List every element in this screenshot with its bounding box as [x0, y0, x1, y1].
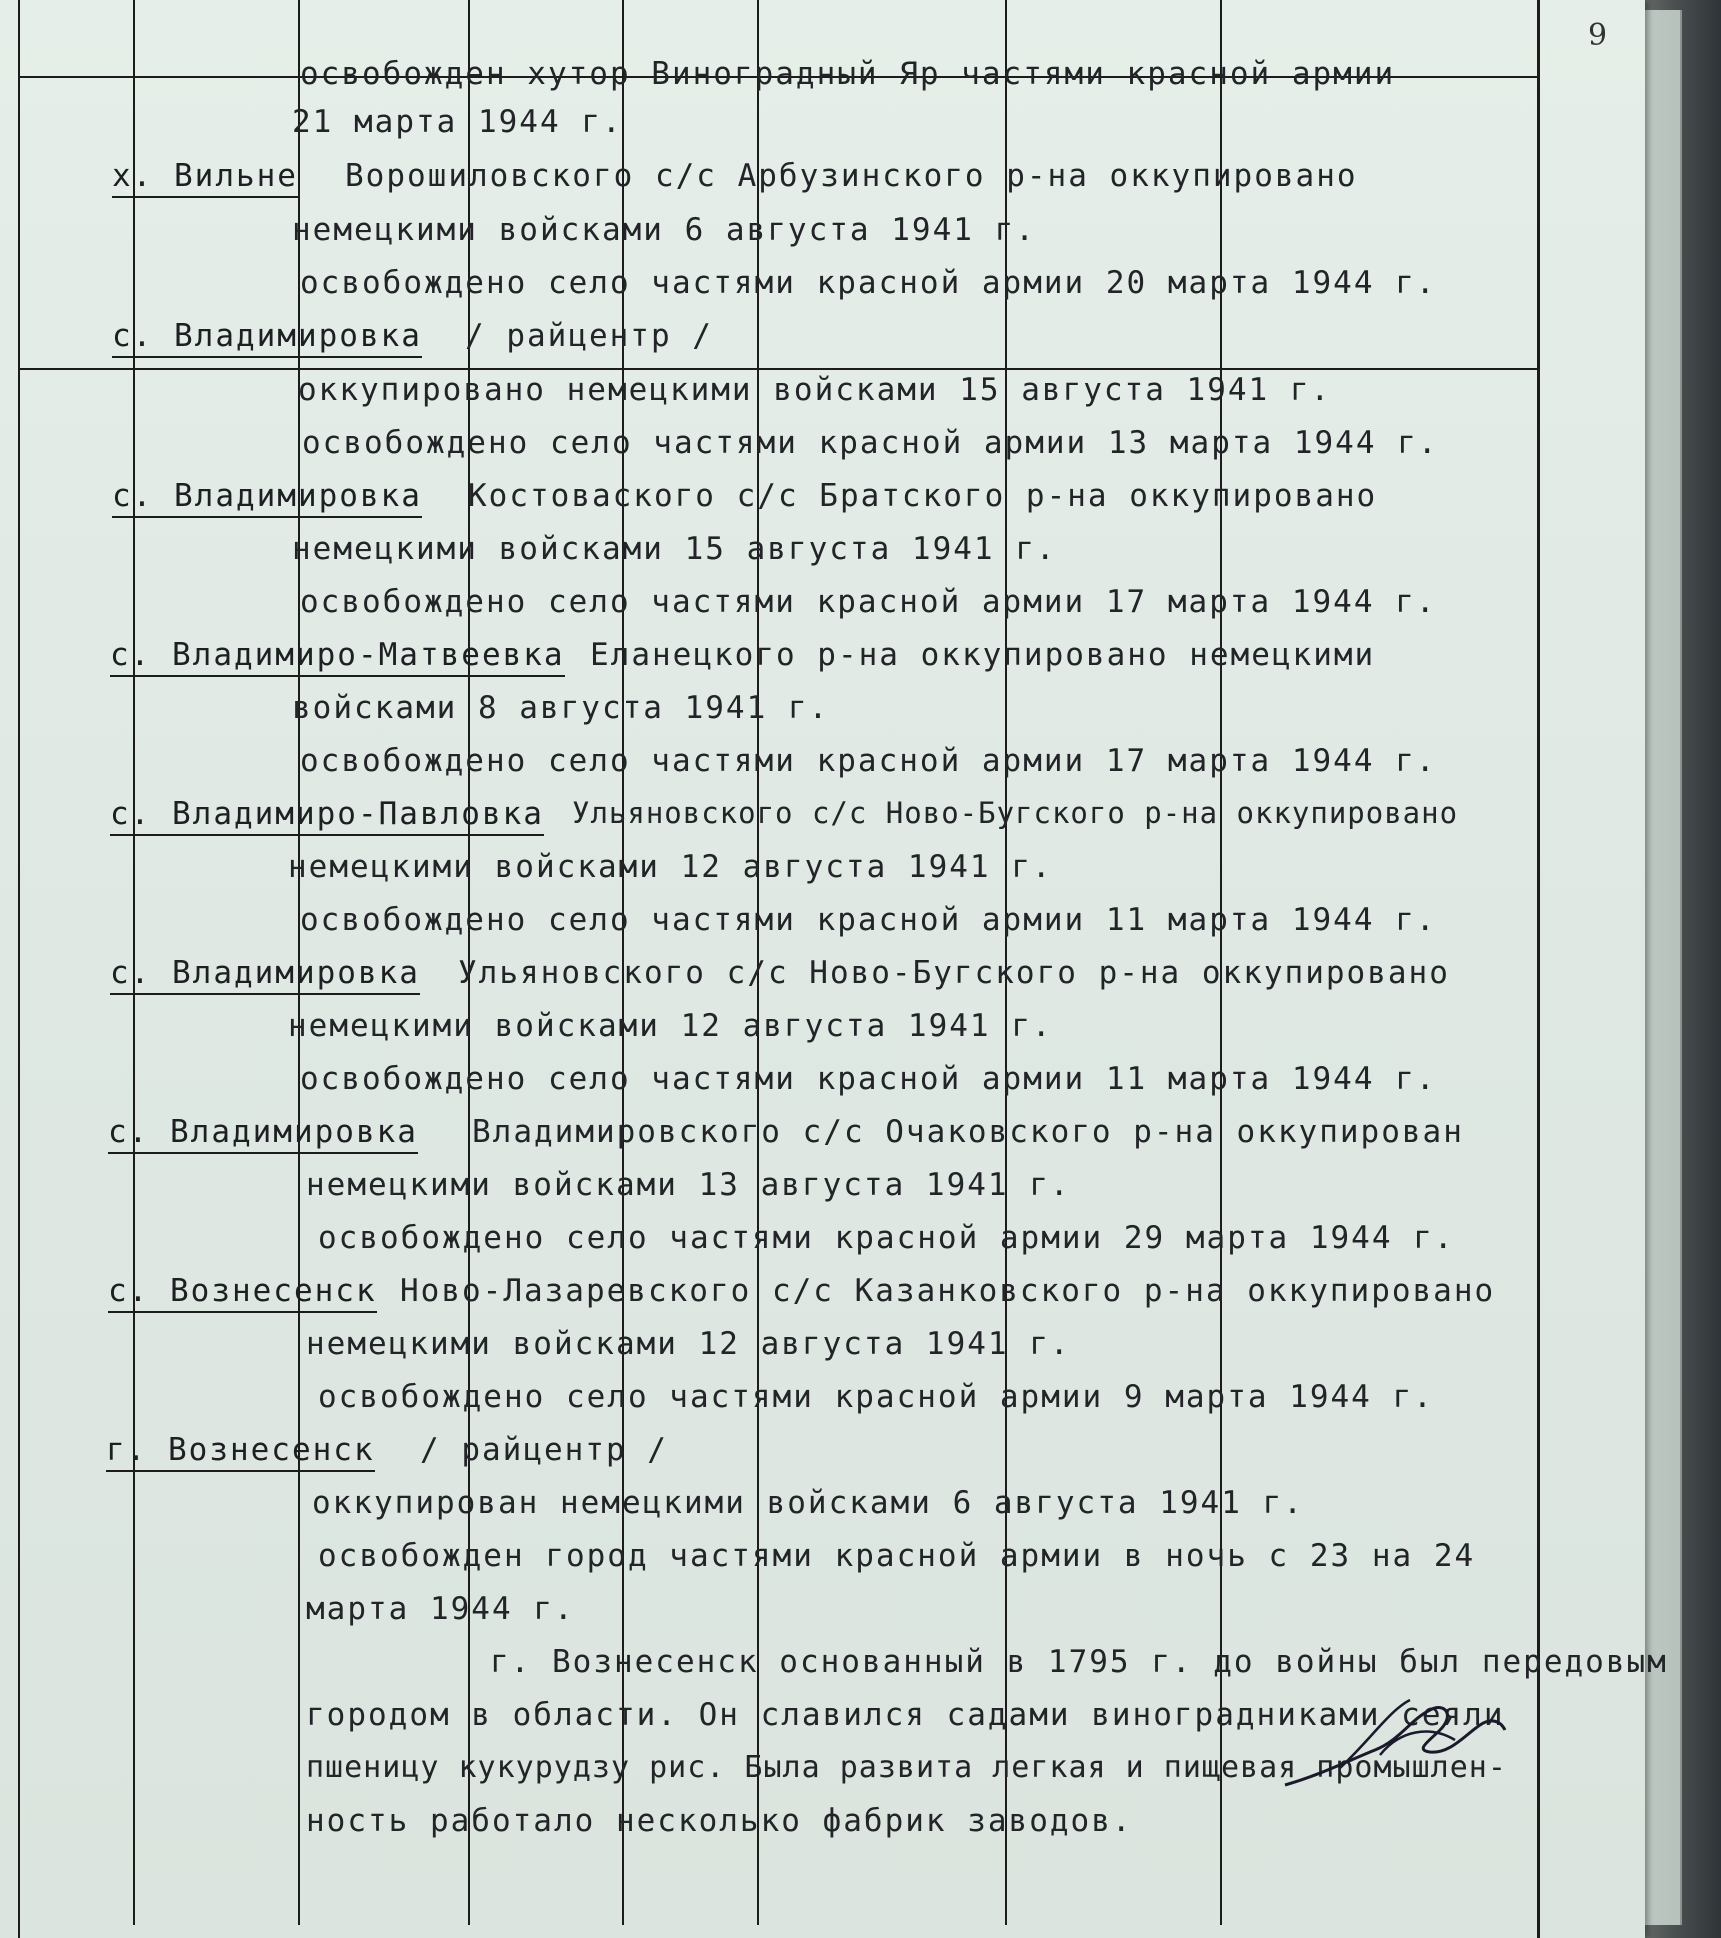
entry-line: освобождено село частями красной армии 11 марта 1944 г.: [300, 902, 1437, 938]
entry-line: немецкими войсками 6 августа 1941 г.: [292, 212, 1036, 248]
entry-line: оккупирован немецкими войсками 6 августа 1941 г.: [312, 1485, 1304, 1521]
column-rule: [18, 0, 20, 1938]
row-rule: [18, 368, 1540, 370]
entry-line: освобождено село частями красной армии 13 марта 1944 г.: [302, 425, 1439, 461]
entry-line: освобождено село частями красной армии 9 марта 1944 г.: [318, 1379, 1434, 1415]
entry-line: освобожден хутор Виноградный Яр частями красной армии: [300, 56, 1396, 92]
place-name: г. Вознесенск: [106, 1432, 375, 1472]
entry-line: освобождено село частями красной армии 17 марта 1944 г.: [300, 743, 1437, 779]
paragraph-line: пшеницу кукурудзу рис. Была развита легкая и пищевая промышлен-: [306, 1750, 1507, 1785]
place-name: с. Владимировка: [112, 318, 422, 358]
entry-line: Ново-Лазаревского с/с Казанковского р-на оккупировано: [400, 1273, 1496, 1309]
entry-line: освобождено село частями красной армии 11 марта 1944 г.: [300, 1061, 1437, 1097]
place-name: с. Владимировка: [108, 1114, 418, 1154]
entry-line: немецкими войсками 15 августа 1941 г.: [292, 531, 1057, 567]
place-name: с. Вознесенск: [108, 1273, 377, 1313]
entry-line: войсками 8 августа 1941 г.: [292, 690, 830, 726]
entry-line: / райцентр /: [465, 318, 713, 354]
entry-line: немецкими войсками 12 августа 1941 г.: [306, 1326, 1071, 1362]
entry-line: освобожден город частями красной армии в ночь с 23 на 24: [318, 1538, 1476, 1574]
place-name: с. Владимиро-Матвеевка: [110, 637, 565, 677]
entry-line: освобождено село частями красной армии 17 марта 1944 г.: [300, 584, 1437, 620]
entry-line: марта 1944 г.: [306, 1591, 575, 1627]
entry-line: Еланецкого р-на оккупировано немецкими: [590, 637, 1376, 673]
entry-line: освобождено село частями красной армии 20 марта 1944 г.: [300, 265, 1437, 301]
entry-line: немецкими войсками 13 августа 1941 г.: [306, 1167, 1071, 1203]
paragraph-line: г. Вознесенск основанный в 1795 г. до войны был передовым: [490, 1644, 1668, 1680]
entry-line: Ворошиловского с/с Арбузинского р-на оккупировано: [345, 158, 1358, 194]
entry-line: / райцентр /: [420, 1432, 668, 1468]
entry-line: Костоваского с/с Братского р-на оккупировано: [468, 478, 1378, 514]
entry-line: освобождено село частями красной армии 29 марта 1944 г.: [318, 1220, 1455, 1256]
place-name: с. Владимировка: [112, 478, 422, 518]
paragraph-line: ность работало несколько фабрик заводов.: [306, 1803, 1133, 1839]
entry-line: Ульяновского с/с Ново-Бугского р-на оккупировано: [458, 955, 1450, 991]
place-name: с. Владимировка: [110, 955, 420, 995]
handwritten-signature: [1280, 1680, 1510, 1800]
page-number: 9: [1588, 18, 1608, 53]
entry-line: немецкими войсками 12 августа 1941 г.: [288, 849, 1053, 885]
place-name: х. Вильне: [112, 158, 298, 198]
entry-line: немецкими войсками 12 августа 1941 г.: [288, 1008, 1053, 1044]
entry-line: Владимировского с/с Очаковского р-на оккупирован: [472, 1114, 1464, 1150]
place-name: с. Владимиро-Павловка: [110, 796, 544, 836]
entry-line: Ульяновского с/с Ново-Бугского р-на оккупировано: [572, 796, 1459, 830]
paragraph-line: городом в области. Он славился садами виноградниками сеяли: [306, 1697, 1505, 1733]
entry-line: 21 марта 1944 г.: [292, 104, 623, 140]
entry-line: оккупировано немецкими войсками 15 августа 1941 г.: [298, 372, 1332, 408]
